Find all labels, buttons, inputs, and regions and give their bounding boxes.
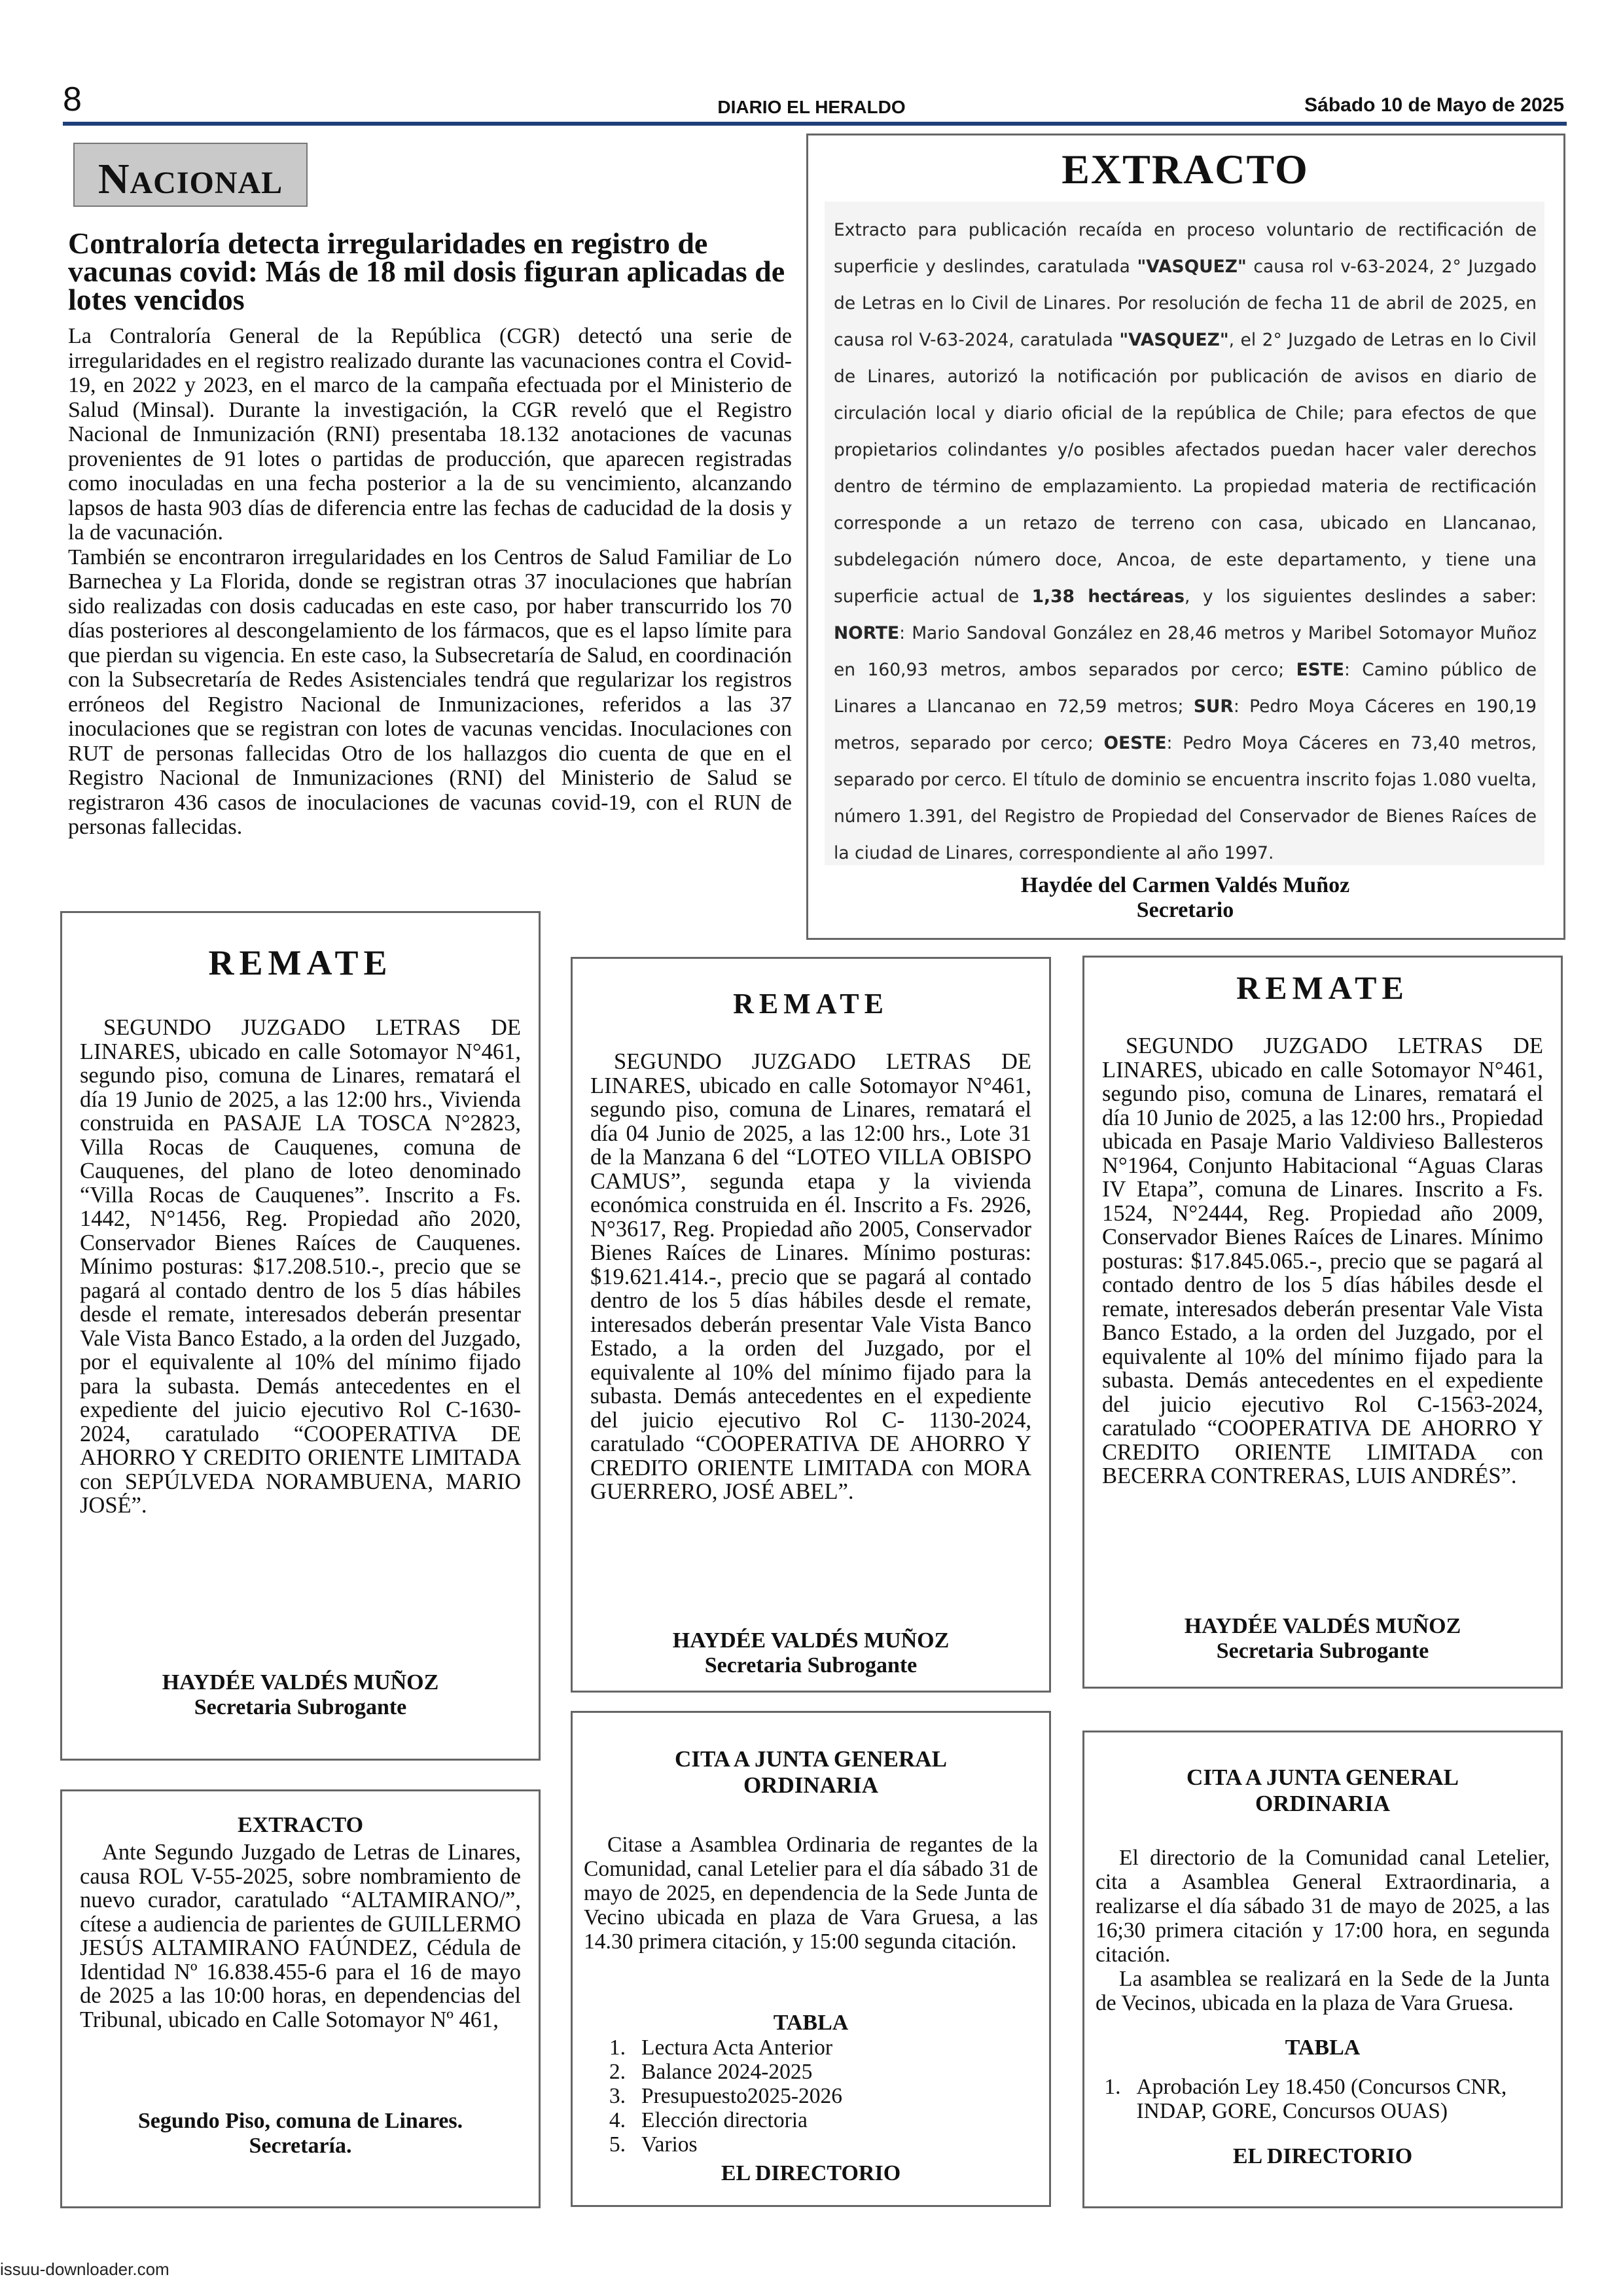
- remate-signature: [571, 1628, 1051, 1678]
- remate-body: SEGUNDO JUZGADO LETRAS DE LINARES, ubicado en calle Sotomayor N°461, segundo piso, comuna de Linares, rematará el día 04 Junio de 2025, a las 12:00 hrs., Lote 31 de la Manzana 6 del “LOTEO VILLA OBISPO CAMUS”, segunda etapa y la vivienda económica construida en él. Inscrito a Fs. 2926, N°3617, Reg. Propiedad año 2005, Conservador Bienes Raíces de Linares. Mínimo posturas: $19.621.414.-, precio que se pagará al contado dentro de los 5 días hábiles desde el remate, interesados deberán presentar Vale Vista Banco Estado, a la orden del Juzgado, por el equivalente al 10% del mínimo fijado para la subasta. Demás antecedentes en el expediente del juicio ejecutivo Rol C- 1130-2024, caratulado “COOPERATIVA DE AHORRO Y CREDITO ORIENTE LIMITADA con MORA GUERRERO, JOSÉ ABEL”.: [590, 1049, 1031, 1504]
- agenda-item: 1. Lectura Acta Anterior: [609, 2036, 833, 2060]
- remate-title: REMATE: [733, 988, 889, 1020]
- cita-body: Citase a Asamblea Ordinaria de regantes de la Comunidad, canal Letelier para el día sábado 31 de mayo de 2025, en dependencia de la Sede Junta de Vecino ubicada en plaza de Vara Gruesa, a las 14.30 primera citación, y 15:00 segunda citación.: [584, 1833, 1038, 1954]
- remate-signature: [1082, 1614, 1563, 1664]
- cita-title: CITA A JUNTA GENERAL ORDINARIA: [1186, 1765, 1459, 1816]
- extracto-small-title: EXTRACTO: [237, 1813, 364, 1837]
- agenda-item: 1. Aprobación Ley 18.450 (Concursos CNR, INDAP, GORE, Concursos OUAS): [1104, 2075, 1507, 2123]
- issue-date: Sábado 10 de Mayo de 2025: [1304, 94, 1564, 116]
- page-number: 8: [63, 81, 82, 118]
- section-label: [73, 143, 308, 207]
- extracto-title: EXTRACTO: [1061, 146, 1309, 192]
- remate-body: SEGUNDO JUZGADO LETRAS DE LINARES, ubicado en calle Sotomayor N°461, segundo piso, comuna de Linares, rematará el día 19 Junio de 2025, a las 12:00 hrs., Vivienda construida en PASAJE LA TOSCA N°2823, Villa Rocas de Cauquenes, comuna de Cauquenes, del plano de loteo denominado “Villa Rocas de Cauquenes”. Inscrito a Fs. 1442, N°1456, Reg. Propiedad año 2020, Conservador Bienes Raíces de Cauquenes. Mínimo posturas: $17.208.510.-, precio que se pagará al contado dentro de los 5 días hábiles desde el remate, interesados deberán presentar Vale Vista Banco Estado, a la orden del Juzgado, por el equivalente al 10% del mínimo fijado para la subasta. Demás antecedentes en el expediente del juicio ejecutivo Rol C-1630-2024, caratulado “COOPERATIVA DE AHORRO Y CREDITO ORIENTE LIMITADA con SEPÚLVEDA NORAMBUENA, MARIO JOSÉ”.: [80, 1015, 521, 1518]
- remate-body: SEGUNDO JUZGADO LETRAS DE LINARES, ubicado en calle Sotomayor N°461, segundo piso, comuna de Linares, rematará el día 10 Junio de 2025, a las 12:00 hrs., Propiedad ubicada en Pasaje Mario Valdivieso Ballesteros N°1964, Conjunto Habitacional “Aguas Claras IV Etapa”, comuna de Linares. Inscrito a Fs. 1524, N°2444, Reg. Propiedad año 2009, Conservador Bienes Raíces de Linares. Mínimo posturas: $17.845.065.-, precio que se pagará al contado dentro de los 5 días hábiles desde el remate, interesados deberán presentar Vale Vista Banco Estado, a la orden del Juzgado, por el equivalente al 10% del mínimo fijado para la subasta. Demás antecedentes en el expediente del juicio ejecutivo Rol C-1563-2024, caratulado “COOPERATIVA DE AHORRO Y CREDITO ORIENTE LIMITADA con BECERRA CONTRERAS, LUIS ANDRÉS”.: [1102, 1033, 1543, 1488]
- closing-text: Segundo Piso, comuna de Linares.: [137, 2109, 463, 2133]
- extracto-signature: [809, 873, 1561, 923]
- cita-agenda-list: [584, 2036, 1038, 2157]
- section-label-rest: ACIONAL: [130, 166, 283, 200]
- remate-signature: [60, 1670, 541, 1720]
- agenda-item: 3. Presupuesto2025-2026: [609, 2084, 843, 2108]
- remate-title: REMATE: [1236, 969, 1409, 1006]
- signer-name: HAYDÉE VALDÉS MUÑOZ: [162, 1670, 439, 1695]
- cita-agenda-list: [1096, 2075, 1550, 2123]
- agenda-item: 5. Varios: [609, 2132, 698, 2157]
- header-rule: [63, 122, 1567, 126]
- watermark-url: issuu-downloader.com: [0, 2259, 169, 2279]
- signer-role: Secretaria Subrogante: [194, 1695, 407, 1719]
- signer-name: HAYDÉE VALDÉS MUÑOZ: [672, 1628, 950, 1653]
- cita-signature: EL DIRECTORIO: [1232, 2144, 1413, 2168]
- cita-title: CITA A JUNTA GENERAL ORDINARIA: [675, 1746, 947, 1798]
- newspaper-name: DIARIO EL HERALDO: [717, 97, 906, 117]
- signer-name: Haydée del Carmen Valdés Muñoz: [1020, 873, 1350, 897]
- signer-role: Secretaria Subrogante: [1216, 1639, 1429, 1663]
- signer-name: HAYDÉE VALDÉS MUÑOZ: [1184, 1614, 1461, 1638]
- extracto-small-body: Ante Segundo Juzgado de Letras de Linares, causa ROL V-55-2025, sobre nombramiento de nuevo curador, caratulado “ALTAMIRANO/”, cítese a audiencia de parientes de GUILLERMO JESÚS ALTAMIRANO FAÚNDEZ, Cédula de Identidad Nº 16.838.455-6 para el 16 de mayo de 2025 a las 10:00 horas, en dependencias del Tribunal, ubicado en Calle Sotomayor Nº 461,: [80, 1840, 521, 2032]
- signer-role: Secretaria Subrogante: [704, 1653, 918, 1677]
- remate-title: REMATE: [208, 943, 393, 982]
- cita-body: El directorio de la Comunidad canal Letelier, cita a Asamblea General Extraordinaria, a realizarse el día sábado 31 de mayo de 2025, a las 16;30 primera citación y 17:00 hora, en segunda citación. La asamblea se realizará en la Sede de la Junta de Vecinos, ubicada en la plaza de Vara Gruesa.: [1096, 1846, 1550, 2015]
- cita-table-title: TABLA: [1285, 2036, 1361, 2060]
- extracto-small-closing: [60, 2109, 541, 2159]
- article-body: [68, 324, 792, 840]
- agenda-item: 4. Elección directoria: [609, 2108, 808, 2132]
- agenda-item: 2. Balance 2024-2025: [609, 2060, 813, 2084]
- extracto-scanned-text: Extracto para publicación recaída en proceso voluntario de rectificación de superficie y deslindes, caratulada "VASQUEZ" causa rol v-63-2024, 2° Juzgado de Letras en lo Civil de Linares. Por resolución de fecha 11 de abril de 2025, en causa rol V-63-2024, caratulada "VASQUEZ", el 2° Juzgado de Letras en lo Civil de Linares, autorizó la notificación por publicación de avisos en diario de circulación local y diario oficial de la república de Chile; para efectos de que propietarios colindantes y/o posibles afectados puedan hacer valer derechos dentro de término de emplazamiento. La propiedad materia de rectificación corresponde a un retazo de terreno con casa, ubicado en Llancanao, subdelegación número doce, Ancoa, de este departamento, y tiene una superficie actual de 1,38 hectáreas, y los siguientes deslindes a saber: NORTE: Mario Sandoval González en 28,46 metros y Maribel Sotomayor Muñoz en 160,93 metros, ambos separados por cerco; ESTE: Camino público de Linares a Llancanao en 72,59 metros; SUR: Pedro Moya Cáceres en 190,19 metros, separado por cerco; OESTE: Pedro Moya Cáceres en 73,40 metros, separado por cerco. El título de dominio se encuentra inscrito fojas 1.080 vuelta, número 1.391, del Registro de Propiedad del Conservador de Bienes Raíces de la ciudad de Linares, correspondiente al año 1997.: [825, 202, 1544, 865]
- article-paragraph: La Contraloría General de la República (CGR) detectó una serie de irregularidades en el registro realizado durante las vacunaciones contra el Covid-19, en 2022 y 2023, en el marco de la campaña efectuada por el Ministerio de Salud (Minsal). Durante la investigación, la CGR reveló que el Registro Nacional de Inmunización (RNI) presentaba 18.132 anotaciones de vacunas provenientes de 91 lotes o partidas de producción, que aparecen registradas como inoculadas en una fecha posterior a la de su vencimiento, alcanzando lapsos de hasta 903 días de diferencia entre las fechas de caducidad de la dosis y la de vacunación.: [68, 324, 792, 545]
- article-paragraph: También se encontraron irregularidades en los Centros de Salud Familiar de Lo Barnechea y La Florida, donde se registran otras 37 inoculaciones que habrían sido realizadas con dosis caducadas en este caso, por haber transcurrido los 70 días posteriores al descongelamiento de los fármacos, que es el lapso límite para que pierdan su vigencia. En este caso, la Subsecretaría de Salud, en coordinación con la Subsecretaría de Redes Asistenciales tendrá que regularizar los registros erróneos del Registro Nacional de Inmunizaciones, referidos a las 37 inoculaciones que se registran con lotes de vacunas vencidas. Inoculaciones con RUT de personas fallecidas Otro de los hallazgos dio cuenta de que en el Registro Nacional de Inmunizaciones (RNI) del Ministerio de Salud se registraron 436 casos de inoculaciones de vacunas covid-19, con el RUN de personas fallecidas.: [68, 545, 792, 839]
- cita-signature: EL DIRECTORIO: [721, 2161, 901, 2185]
- article-headline: Contraloría detecta irregularidades en registro de vacunas covid: Más de 18 mil dosis figuran aplicadas de lotes vencidos: [68, 226, 785, 316]
- signer-role: Secretario: [1136, 898, 1234, 922]
- section-label-initial: N: [98, 155, 130, 203]
- closing-role: Secretaría.: [249, 2134, 352, 2158]
- cita-table-title: TABLA: [773, 2011, 849, 2035]
